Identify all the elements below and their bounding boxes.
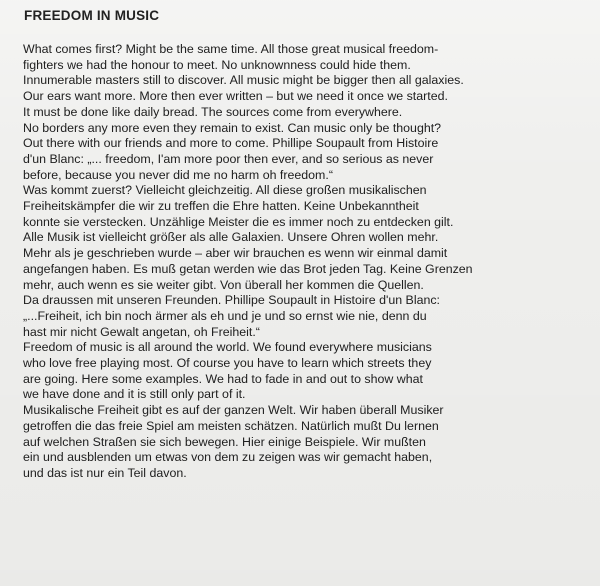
text-line: Out there with our friends and more to come. Phillipe Soupault from Histoire: [23, 136, 439, 151]
text-line: No borders any more even they remain to exist. Can music only be thought?: [23, 120, 442, 135]
text-line: hast mir nicht Gewalt angetan, oh Freiheit.“: [23, 324, 260, 339]
text-line: d'un Blanc: „... freedom, I'am more poor then ever, and so serious as never: [23, 151, 434, 166]
text-line: before, because you never did me no harm oh freedom.“: [23, 167, 333, 182]
body-text: [23, 42, 598, 482]
text-line: angefangen haben. Es muß getan werden wie das Brot jeden Tag. Keine Grenzen: [23, 261, 473, 276]
text-line: Our ears want more. More then ever written – but we need it once we started.: [23, 89, 448, 104]
text-line: It must be done like daily bread. The sources come from everywhere.: [23, 104, 403, 119]
text-line: are going. Here some examples. We had to fade in and out to show what: [23, 371, 423, 386]
text-line: Freedom of music is all around the world. We found everywhere musicians: [23, 340, 432, 355]
text-line: auf welchen Straßen sie sich bewegen. Hier einige Beispiele. Wir mußten: [23, 434, 426, 449]
text-line: ein und ausblenden um etwas von dem zu zeigen was wir gemacht haben,: [23, 450, 433, 465]
text-line: Da draussen mit unseren Freunden. Phillipe Soupault in Histoire d'un Blanc:: [23, 293, 440, 308]
page-title: FREEDOM IN MUSIC: [24, 8, 160, 23]
text-line: konnte sie verstecken. Unzählige Meister die es immer noch zu entdecken gilt.: [23, 214, 454, 229]
text-line: Alle Musik ist vielleicht größer als alle Galaxien. Unsere Ohren wollen mehr.: [23, 230, 439, 245]
text-line: Musikalische Freiheit gibt es auf der ganzen Welt. Wir haben überall Musiker: [23, 403, 444, 418]
text-line: mehr, auch wenn es sie weiter gibt. Von überall her kommen die Quellen.: [23, 277, 424, 292]
text-line: Mehr als je geschrieben wurde – aber wir brauchen es wenn wir einmal damit: [23, 246, 448, 261]
text-line: What comes first? Might be the same time. All those great musical freedom-: [23, 42, 439, 56]
text-line: who love free playing most. Of course you have to learn which streets they: [23, 356, 432, 371]
text-line: Freiheitskämpfer die wir zu treffen die Ehre hatten. Keine Unbekanntheit: [23, 199, 419, 214]
text-line: getroffen die das freie Spiel am meisten schätzen. Natürlich mußt Du lernen: [23, 418, 439, 433]
text-line: und das ist nur ein Teil davon.: [23, 465, 187, 480]
text-line: Innumerable masters still to discover. All music might be bigger then all galaxies.: [23, 73, 464, 88]
text-line: Was kommt zuerst? Vielleicht gleichzeitig. All diese großen musikalischen: [23, 183, 427, 198]
text-line: „...Freiheit, ich bin noch ärmer als eh und je und so ernst wie nie, denn du: [23, 308, 427, 323]
text-line: fighters we had the honour to meet. No unknownness could hide them.: [23, 57, 411, 72]
text-line: we have done and it is still only part of it.: [23, 387, 246, 402]
